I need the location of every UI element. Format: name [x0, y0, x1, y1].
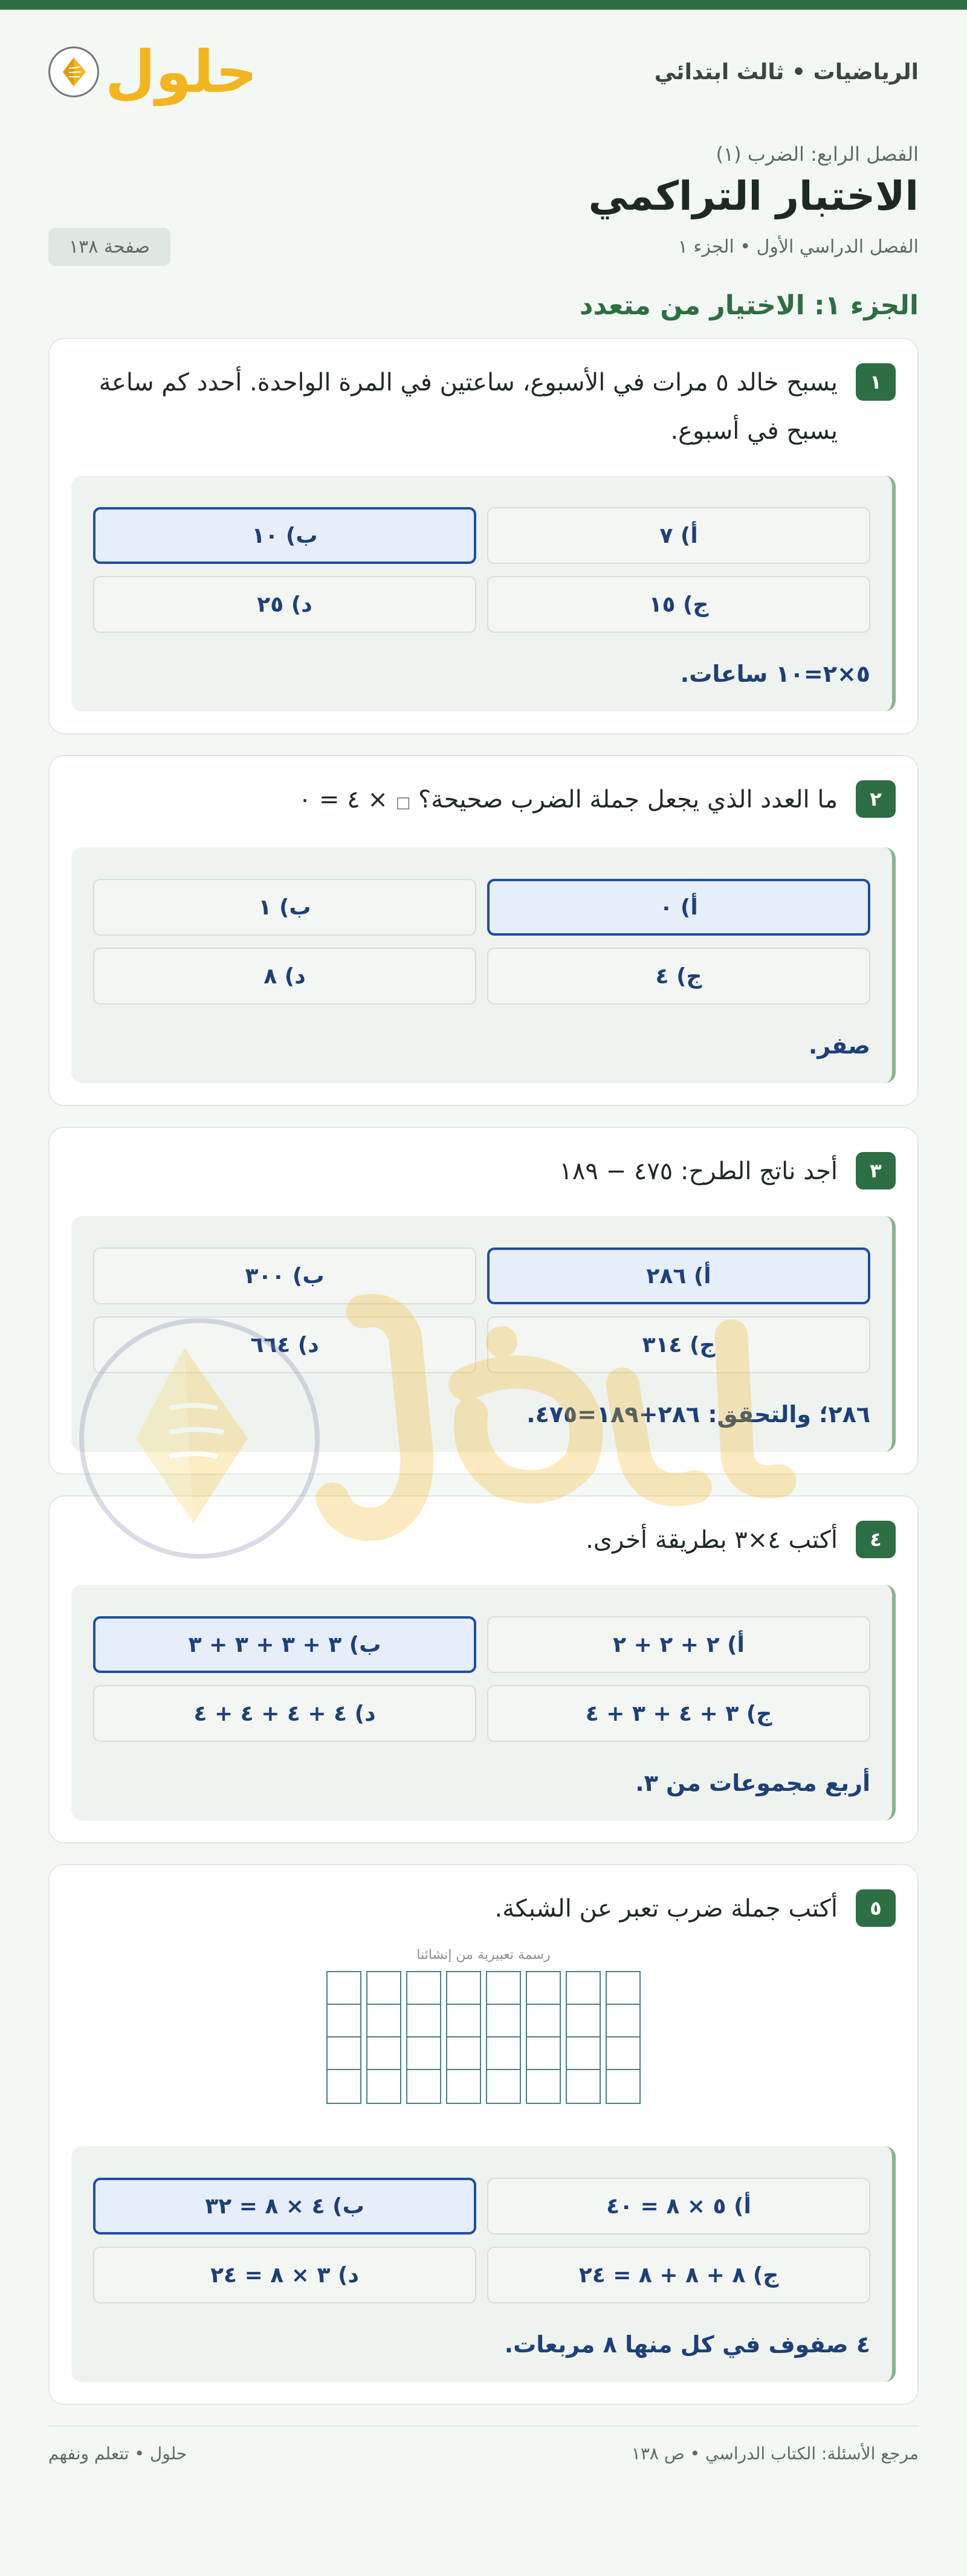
question-number-badge: ٥: [856, 1889, 896, 1927]
answer-explanation: ٤ صفوف في كل منها ٨ مربعات.: [504, 2331, 870, 2358]
blank-box-icon: □: [395, 794, 411, 812]
chapter-label: الفصل الرابع: الضرب (١): [716, 143, 919, 166]
semester-label: الفصل الدراسي الأول • الجزء ١: [678, 236, 919, 257]
grid-cell: [607, 2070, 639, 2103]
option-d[interactable]: د) ٦٦٤: [93, 1316, 476, 1373]
question-card-1: [48, 338, 919, 734]
question-number-badge: ٢: [856, 780, 896, 818]
option-c[interactable]: ج) ١٥: [487, 576, 870, 633]
answer-explanation: ٢٨٦؛ والتحقق: ٢٨٦+١٨٩=٤٧٥.: [526, 1401, 870, 1428]
grid-cell: [527, 1972, 560, 2005]
question-header: [71, 1889, 896, 1933]
question-card-5: [48, 1864, 919, 2405]
question-header: [71, 363, 896, 455]
question-text: أكتب جملة ضرب تعبر عن الشبكة.: [494, 1895, 838, 1923]
subject-label: الرياضيات • ثالث ابتدائي: [654, 59, 919, 85]
grid-cell: [367, 1972, 400, 2005]
option-d[interactable]: د) ٨: [93, 948, 476, 1005]
grid-cell: [447, 2005, 480, 2037]
meta-row: [48, 228, 919, 266]
question-equation: × ٤ = ٠: [298, 786, 388, 814]
option-b[interactable]: ب) ٣٠٠: [93, 1248, 476, 1304]
grid-cell: [487, 2070, 520, 2103]
grid-cell: [447, 1972, 480, 2005]
page-title: الاختبار التراكمي: [588, 173, 919, 219]
answer-panel: [71, 1585, 896, 1820]
option-d[interactable]: د) ٣ × ٨ = ٢٤: [93, 2247, 476, 2303]
option-a[interactable]: أ) ٥ × ٨ = ٤٠: [487, 2178, 870, 2235]
grid-cell: [328, 1972, 360, 2005]
top-accent-bar: [0, 0, 967, 10]
options-grid: [93, 2178, 870, 2303]
question-text: [299, 775, 838, 827]
grid-cell: [527, 2005, 560, 2037]
option-a[interactable]: أ) ٧: [487, 507, 870, 564]
grid-cell: [328, 2005, 360, 2037]
grid-cell: [328, 2037, 360, 2070]
grid-cell: [407, 2070, 440, 2103]
question-text: يسبح خالد ٥ مرات في الأسبوع، ساعتين في المرة الواحدة. أحدد كم ساعة يسبح في أسبوع.: [99, 369, 838, 445]
footer-brand: حلول • تتعلم ونفهم: [48, 2444, 187, 2464]
grid-cell: [607, 1972, 639, 2005]
grid-cell: [567, 2037, 600, 2070]
option-d[interactable]: د) ٢٥: [93, 576, 476, 633]
grid-column: [606, 1971, 641, 2104]
answer-panel: [71, 476, 896, 711]
option-b-selected[interactable]: ب) ٣ + ٣ + ٣ + ٣: [93, 1616, 476, 1673]
option-a-selected[interactable]: أ) ٢٨٦: [487, 1248, 870, 1304]
question-header: [71, 1521, 896, 1564]
grid-column: [446, 1971, 481, 2104]
figure-caption: رسمة تعبيرية من إنشائنا: [416, 1947, 551, 1963]
grid-cell: [407, 1972, 440, 2005]
option-c[interactable]: ج) ٤: [487, 948, 870, 1005]
grid-cell: [328, 2070, 360, 2103]
grid-cell: [447, 2070, 480, 2103]
question-number-badge: ٣: [856, 1152, 896, 1189]
option-a[interactable]: أ) ٢ + ٢ + ٢: [487, 1616, 870, 1673]
option-b[interactable]: ب) ١: [93, 879, 476, 936]
grid-cell: [527, 2037, 560, 2070]
footer-reference: مرجع الأسئلة: الكتاب الدراسي • ص ١٣٨: [631, 2444, 919, 2464]
grid-column: [326, 1971, 361, 2104]
question-header: [71, 1152, 896, 1196]
grid-cell: [407, 2005, 440, 2037]
options-grid: [93, 879, 870, 1005]
array-grid: [326, 1971, 641, 2104]
option-c[interactable]: ج) ٨ + ٨ + ٨ = ٢٤: [487, 2247, 870, 2303]
grid-cell: [567, 1972, 600, 2005]
question-number-badge: ١: [856, 363, 896, 401]
question-card-4: [48, 1495, 919, 1843]
question-text: أجد ناتج الطرح: ٤٧٥ − ١٨٩: [559, 1157, 838, 1185]
grid-column: [486, 1971, 521, 2104]
grid-cell: [487, 1972, 520, 2005]
page-content: [0, 10, 967, 2464]
option-c[interactable]: ج) ٣١٤: [487, 1316, 870, 1373]
question-header: [71, 780, 896, 827]
answer-panel: [71, 1216, 896, 1452]
logo-wordmark: حلول: [105, 38, 257, 106]
option-d[interactable]: د) ٤ + ٤ + ٤ + ٤: [93, 1685, 476, 1742]
logo-emblem-icon: [48, 47, 99, 97]
grid-cell: [567, 2070, 600, 2103]
grid-column: [526, 1971, 561, 2104]
grid-cell: [367, 2037, 400, 2070]
page-header: [48, 10, 919, 134]
option-c[interactable]: ج) ٣ + ٤ + ٣ + ٤: [487, 1685, 870, 1742]
options-grid: [93, 1616, 870, 1742]
question-number-badge: ٤: [856, 1521, 896, 1558]
page-footer: [48, 2426, 919, 2464]
answer-panel: [71, 847, 896, 1083]
question-text-main: ما العدد الذي يجعل جملة الضرب صحيحة؟: [418, 786, 838, 814]
grid-cell: [527, 2070, 560, 2103]
option-b-selected[interactable]: ب) ٤ × ٨ = ٣٢: [93, 2178, 476, 2235]
answer-explanation: صفر.: [808, 1032, 870, 1059]
grid-cell: [367, 2070, 400, 2103]
grid-cell: [607, 2037, 639, 2070]
section-title: الجزء ١: الاختيار من متعدد: [579, 290, 919, 321]
grid-cell: [367, 2005, 400, 2037]
answer-explanation: أربع مجموعات من ٣.: [635, 1770, 870, 1796]
options-grid: [93, 1248, 870, 1373]
options-grid: [93, 507, 870, 633]
question-card-3: [48, 1127, 919, 1475]
answer-panel: [71, 2146, 896, 2382]
question-card-2: [48, 755, 919, 1106]
grid-cell: [487, 2005, 520, 2037]
grid-cell: [447, 2037, 480, 2070]
grid-column: [366, 1971, 401, 2104]
site-logo[interactable]: [48, 38, 257, 106]
grid-cell: [607, 2005, 639, 2037]
question-text: أكتب ٤×٣ بطريقة أخرى.: [586, 1526, 838, 1554]
grid-cell: [407, 2037, 440, 2070]
grid-figure: [71, 1947, 896, 2104]
grid-cell: [567, 2005, 600, 2037]
option-b-selected[interactable]: ب) ١٠: [93, 507, 476, 564]
answer-explanation: ٥×٢=١٠ ساعات.: [680, 661, 870, 687]
grid-column: [566, 1971, 601, 2104]
grid-cell: [487, 2037, 520, 2070]
grid-column: [406, 1971, 441, 2104]
option-a-selected[interactable]: أ) ٠: [487, 879, 870, 936]
page-number-badge: صفحة ١٣٨: [48, 228, 170, 266]
